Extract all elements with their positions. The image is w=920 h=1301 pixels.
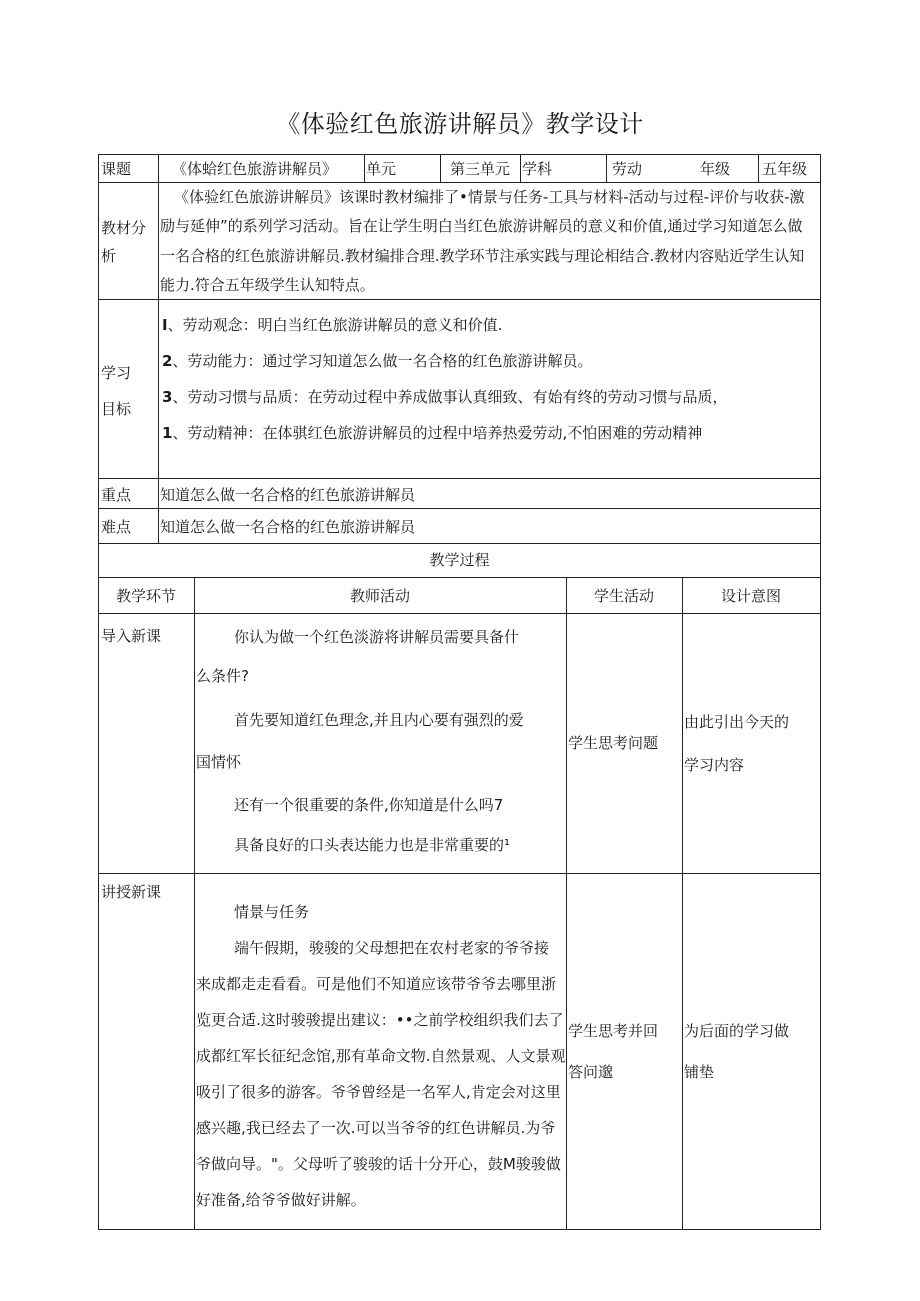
analysis-line: 《体验红色旅游讲解员》该课时教材编排了•情景与任务-工具与材料-活动与过程-评价与收获-激 [174,188,805,206]
design-intent-2: 学习内容 [684,756,745,774]
teacher-line: 吸引了很多的游客。爷爷曾经是一名军人,肯定会对这里 [196,1083,561,1101]
course-value: 《体蛤红色旅游讲解员》 [172,160,338,178]
teacher-line: 成都红军长征纪念馆,那有革命文物.自然景观、人文景观 [196,1047,566,1065]
goals-label-2: 目标 [101,400,132,418]
column-header: 学生活动 [593,587,654,605]
teacher-line: 感兴趣,我已经去了一次.可以当爷爷的红色讲解员.为爷 [196,1119,556,1137]
key-point-text: 知道怎么做一名合格的红色旅游讲解员 [160,486,416,504]
teacher-line: 么条件? [196,667,249,685]
design-intent: 由此引出今天的 [684,713,790,731]
teacher-line: 首先要知道红色理念,并且内心要有强烈的爱 [234,711,524,729]
teacher-line: 端午假期，骏骏的父母想把在农村老家的爷爷接 [234,939,550,957]
goal-number: 2 [162,352,173,370]
key-point-label: 重点 [101,486,132,504]
stage-label: 导入新课 [101,627,162,645]
subject-value: 劳动 [612,160,643,178]
analysis-line: 能力.符合五年级学生认知特点。 [160,276,375,294]
student-activity: 学生思考并回 [568,1022,659,1040]
analysis-line: 励与延伸”的系列学习活动。旨在让学生明白当红色旅游讲解员的意义和价值,通过学习知道怎么做 [160,217,803,235]
analysis-label-2: 析 [101,247,117,265]
teacher-line: 爷做向导。"。父母听了骏骏的话十分开心，鼓M骏骏做 [196,1155,561,1173]
goal-number: I [162,316,168,334]
goal-number: 3 [162,388,173,406]
goal-number: 1 [162,424,173,442]
grade-label: 年级 [700,160,731,178]
column-header: 设计意图 [720,587,781,605]
process-header: 教学过程 [429,551,490,569]
goal-item [162,315,502,335]
teacher-line: 来成都走走看看。可是他们不知道应该带爷爷去哪里浙 [196,975,557,993]
teacher-line: 具备良好的口头表达能力也是非常重要的¹ [234,836,511,854]
goal-text: 、劳动能力：通过学习知道怎么做一名合格的红色旅游讲解员。 [172,352,593,370]
unit-value: 第三单元 [450,160,511,178]
design-intent: 为后面的学习做 [684,1022,790,1040]
goal-text: 、劳动习惯与品质：在劳动过程中养成做事认真细致、有始有终的劳动习惯与品质， [172,388,728,406]
stage-label: 讲授新课 [101,883,162,901]
teacher-line: 国情怀 [196,753,242,771]
unit-label: 单元 [366,160,397,178]
goal-item [162,423,702,443]
goal-text: 、劳动观念：明白当红色旅游讲解员的意义和价值. [167,316,503,334]
teacher-line: 你认为做一个红色淡游将讲解员需要具备什 [234,628,520,646]
goal-item [162,351,592,371]
subject-label: 学科 [522,160,553,178]
teacher-line: 览更合适.这时骏骏提出建议：••之前学校组织我们去了 [196,1011,564,1029]
student-activity-2: 答问邈 [568,1063,614,1081]
teacher-line: 情景与任务 [234,903,310,921]
course-label: 课题 [101,160,132,178]
teacher-line: 还有一个很重要的条件,你知道是什么吗7 [234,796,504,814]
difficulty-text: 知道怎么做一名合格的红色旅游讲解员 [160,518,416,536]
page-title: 《体验红色旅游讲解员》教学设计 [276,110,644,138]
column-header: 教学环节 [115,587,176,605]
goal-item [162,387,727,407]
teacher-line: 好准备,给爷爷做好讲解。 [196,1191,366,1209]
goals-label: 学习 [101,364,132,382]
grade-value: 五年级 [762,160,808,178]
analysis-line: 一名合格的红色旅游讲解员.教材编排合理.教学环节注承实践与理论相结合.教材内容贴近学生认知 [160,247,805,265]
goal-text: 、劳动精神：在体骐红色旅游讲解员的过程中培养热爱劳动,不怕困难的劳动精神 [172,424,703,442]
design-intent-2: 铺垫 [684,1063,715,1081]
student-activity: 学生思考问题 [568,734,659,752]
difficulty-label: 难点 [101,518,132,536]
column-header: 教师活动 [349,587,410,605]
analysis-label: 教材分 [101,219,147,237]
